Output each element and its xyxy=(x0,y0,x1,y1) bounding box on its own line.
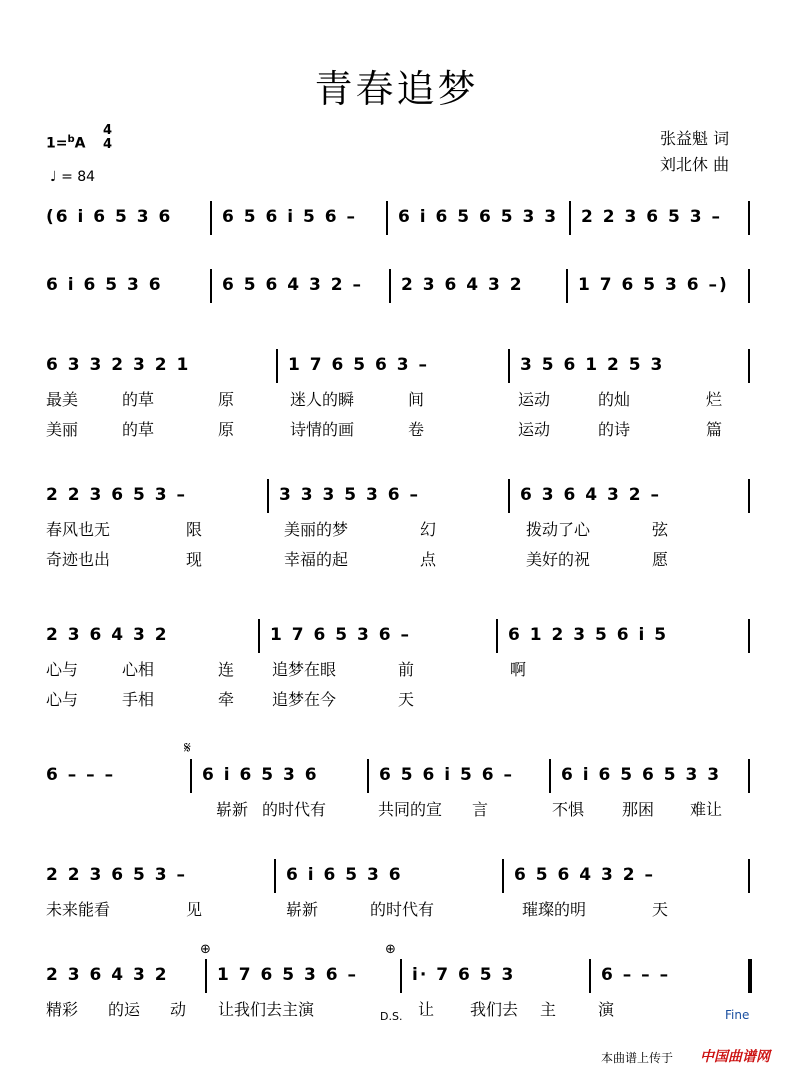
lyric-syllable: 那困 xyxy=(622,800,655,819)
lyric-syllable: 现 xyxy=(186,550,203,569)
lyric-syllable: 美好的祝 xyxy=(526,550,591,569)
lyric-syllable: 烂 xyxy=(706,390,723,409)
measure: 3 5 6 1 2 5 3 xyxy=(520,355,665,375)
lyric-syllable: 崭新 xyxy=(286,900,319,919)
lyric-syllable: 前 xyxy=(398,660,415,679)
key-note: A xyxy=(74,135,86,152)
lyric-syllable: 原 xyxy=(218,420,235,439)
lyric-syllable: 原 xyxy=(218,390,235,409)
bar-line xyxy=(589,959,591,993)
measure: 6 – – – xyxy=(601,965,671,985)
bar-line xyxy=(496,619,498,653)
lyric-syllable: 天 xyxy=(398,690,415,709)
key-prefix: 1= xyxy=(46,135,68,152)
song-title: 青春追梦 xyxy=(314,67,479,111)
lyric-syllable: 运动 xyxy=(518,420,551,439)
bar-line xyxy=(258,619,260,653)
measure: (6 i 6 5 3 6 xyxy=(46,207,173,227)
flat-sign: b xyxy=(67,134,75,145)
bar-line xyxy=(508,349,510,383)
measure: 6 5 6 4 3 2 – xyxy=(222,275,363,295)
measure: 6 5 6 4 3 2 – xyxy=(514,865,655,885)
segno-icon: 𝄋 xyxy=(184,738,191,757)
lyric-syllable: 天 xyxy=(652,900,669,919)
lyric-syllable: 牵 xyxy=(218,690,235,709)
lyric-syllable: 拨动了心 xyxy=(526,520,591,539)
lyric-syllable: 运动 xyxy=(518,390,551,409)
bar-line xyxy=(502,859,504,893)
lyric-syllable: 啊 xyxy=(510,660,527,679)
lyric-syllable: 言 xyxy=(472,800,489,819)
measure: 3 3 3 5 3 6 – xyxy=(279,485,420,505)
bar-line xyxy=(205,959,207,993)
measure: 2 2 3 6 5 3 – xyxy=(581,207,722,227)
composer-credit: 刘北休 曲 xyxy=(660,155,730,174)
lyric-syllable: 连 xyxy=(218,660,235,679)
coda-icon: ⊕ xyxy=(200,942,211,957)
ds-mark: D.S. xyxy=(380,1010,403,1023)
coda-icon: ⊕ xyxy=(385,942,396,957)
bar-line xyxy=(748,349,750,383)
measure: 1 7 6 5 6 3 – xyxy=(288,355,429,375)
lyric-syllable: 演 xyxy=(598,1000,615,1019)
measure: 2 2 3 6 5 3 – xyxy=(46,485,187,505)
measure: 6 i 6 5 3 6 xyxy=(286,865,403,885)
lyric-syllable: 动 xyxy=(170,1000,187,1019)
tempo-value: = 84 xyxy=(61,169,96,185)
lyric-syllable: 主 xyxy=(540,1000,557,1019)
lyric-syllable: 限 xyxy=(186,520,203,539)
lyric-syllable: 心与 xyxy=(46,660,79,679)
bar-line xyxy=(748,269,750,303)
lyric-syllable: 的运 xyxy=(108,1000,141,1019)
lyric-syllable: 的草 xyxy=(122,390,155,409)
lyric-syllable: 点 xyxy=(420,550,437,569)
quarter-note-icon: ♩ xyxy=(50,169,57,185)
bar-line xyxy=(569,201,571,235)
bar-line xyxy=(367,759,369,793)
measure: 6 1 2 3 5 6 i 5 xyxy=(508,625,669,645)
lyric-syllable: 的草 xyxy=(122,420,155,439)
bar-line xyxy=(549,759,551,793)
bar-line xyxy=(748,759,750,793)
final-bar-line xyxy=(748,959,752,993)
measure: 6 i 6 5 6 5 3 3 xyxy=(398,207,559,227)
lyric-syllable: 的时代有 xyxy=(262,800,327,819)
lyric-syllable: 追梦在眼 xyxy=(272,660,337,679)
lyric-syllable: 间 xyxy=(408,390,425,409)
measure: 6 – – – xyxy=(46,765,116,785)
measure: 2 3 6 4 3 2 xyxy=(401,275,524,295)
lyric-syllable: 诗情的画 xyxy=(290,420,355,439)
bar-line xyxy=(748,201,750,235)
measure: 6 i 6 5 3 6 xyxy=(202,765,319,785)
bar-line xyxy=(267,479,269,513)
lyric-syllable: 心相 xyxy=(122,660,155,679)
lyric-syllable: 共同的宣 xyxy=(378,800,443,819)
measure: 1 7 6 5 3 6 – xyxy=(217,965,358,985)
key-signature xyxy=(46,134,86,152)
lyric-syllable: 见 xyxy=(186,900,203,919)
lyric-syllable: 我们去 xyxy=(470,1000,519,1019)
lyric-syllable: 幻 xyxy=(420,520,437,539)
measure: 6 3 3 2 3 2 1 xyxy=(46,355,191,375)
bar-line xyxy=(210,269,212,303)
bar-line xyxy=(400,959,402,993)
lyric-syllable: 的时代有 xyxy=(370,900,435,919)
measure: 6 i 6 5 6 5 3 3 xyxy=(561,765,722,785)
tempo-mark xyxy=(50,169,95,185)
time-signature xyxy=(103,124,112,152)
site-logo: 中国曲谱网 xyxy=(700,1049,770,1065)
time-bottom: 4 xyxy=(103,137,113,152)
lyric-syllable: 心与 xyxy=(46,690,79,709)
measure: i· 7 6 5 3 xyxy=(412,965,516,985)
lyric-syllable: 追梦在今 xyxy=(272,690,337,709)
measure: 6 5 6 i 5 6 – xyxy=(222,207,357,227)
lyric-syllable: 奇迹也出 xyxy=(46,550,111,569)
bar-line xyxy=(566,269,568,303)
bar-line xyxy=(190,759,192,793)
lyric-syllable: 迷人的瞬 xyxy=(290,390,355,409)
bar-line xyxy=(748,619,750,653)
lyric-syllable: 让 xyxy=(418,1000,435,1019)
measure: 6 5 6 i 5 6 – xyxy=(379,765,514,785)
lyric-syllable: 卷 xyxy=(408,420,425,439)
lyric-syllable: 春风也无 xyxy=(46,520,111,539)
bar-line xyxy=(389,269,391,303)
bar-line xyxy=(276,349,278,383)
lyric-syllable: 美丽的梦 xyxy=(284,520,349,539)
lyric-syllable: 璀璨的明 xyxy=(522,900,587,919)
measure: 1 7 6 5 3 6 –) xyxy=(578,275,729,295)
lyric-syllable: 让我们去主演 xyxy=(218,1000,315,1019)
measure: 2 2 3 6 5 3 – xyxy=(46,865,187,885)
bar-line xyxy=(508,479,510,513)
lyric-syllable: 篇 xyxy=(706,420,723,439)
bar-line xyxy=(748,859,750,893)
measure: 6 i 6 5 3 6 xyxy=(46,275,163,295)
lyric-syllable: 的灿 xyxy=(598,390,631,409)
bar-line xyxy=(748,479,750,513)
fine-mark: Fine xyxy=(725,1008,750,1022)
time-top: 4 xyxy=(103,123,113,138)
footer-text: 本曲谱上传于 xyxy=(601,1051,674,1065)
lyric-syllable: 不惧 xyxy=(552,800,585,819)
lyric-syllable: 愿 xyxy=(652,550,669,569)
lyric-syllable: 手相 xyxy=(122,690,155,709)
lyricist-credit: 张益魁 词 xyxy=(660,129,730,148)
lyric-syllable: 精彩 xyxy=(46,1000,79,1019)
measure: 1 7 6 5 3 6 – xyxy=(270,625,411,645)
measure: 6 3 6 4 3 2 – xyxy=(520,485,661,505)
measure: 2 3 6 4 3 2 xyxy=(46,625,169,645)
bar-line xyxy=(274,859,276,893)
lyric-syllable: 未来能看 xyxy=(46,900,111,919)
lyric-syllable: 崭新 xyxy=(216,800,249,819)
bar-line xyxy=(386,201,388,235)
lyric-syllable: 最美 xyxy=(46,390,79,409)
lyric-syllable: 难让 xyxy=(690,800,723,819)
bar-line xyxy=(210,201,212,235)
lyric-syllable: 幸福的起 xyxy=(284,550,349,569)
lyric-syllable: 的诗 xyxy=(598,420,631,439)
lyric-syllable: 弦 xyxy=(652,520,669,539)
lyric-syllable: 美丽 xyxy=(46,420,79,439)
measure: 2 3 6 4 3 2 xyxy=(46,965,169,985)
